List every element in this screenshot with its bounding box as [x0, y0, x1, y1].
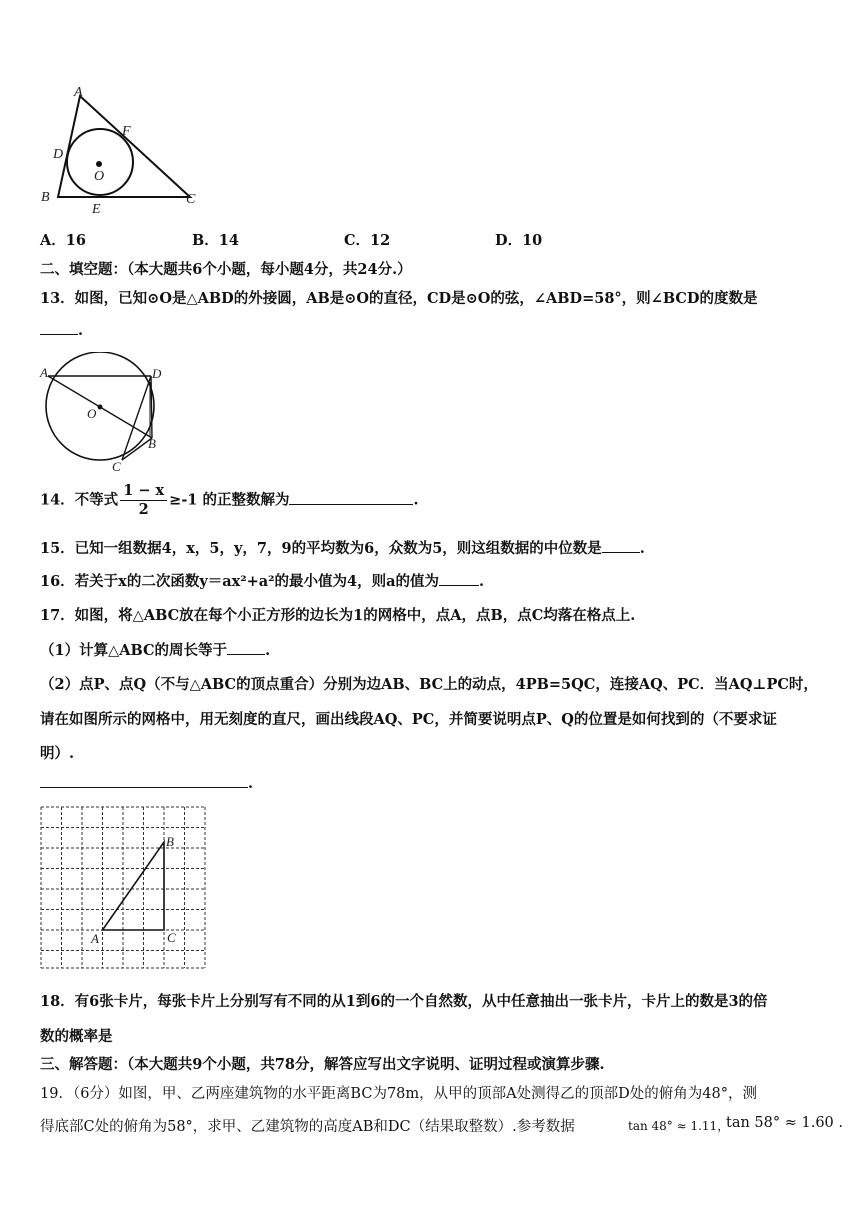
label-B: B — [166, 834, 174, 849]
label-A: A — [91, 931, 99, 946]
label-E: E — [92, 202, 101, 217]
label-O: O — [87, 406, 97, 421]
q15-text: 15．已知一组数据4，x，5，y，7，9的平均数为6，众数为5，则这组数据的中位数是 . — [40, 540, 645, 557]
q19-ref-tan48: tan 48° ≈ 1.11， — [628, 1119, 730, 1133]
q18-line1: 18．有6张卡片，每张卡片上分别写有不同的从1到6的一个自然数，从中任意抽出一张卡片，卡片上的数是3的倍 — [40, 993, 768, 1010]
label-F: F — [122, 124, 131, 139]
label-A: A — [74, 85, 83, 100]
option-c: C．12 — [344, 232, 391, 249]
label-C: C — [186, 192, 196, 207]
option-b: B．14 — [192, 232, 239, 249]
q17-part2-line2: 请在如图所示的网格中，用无刻度的直尺，画出线段AQ、PC，并简要说明点P、Q的位置是如何找到的（不要求证 — [40, 711, 777, 728]
circle-figure — [36, 352, 168, 474]
option-d: D．10 — [495, 232, 543, 249]
q19-line1: 19．（6分）如图，甲、乙两座建筑物的水平距离BC为78m，从甲的顶部A处测得乙的顶部D处的俯角为48°，测 — [40, 1086, 757, 1102]
incircle-triangle-figure — [36, 82, 206, 218]
q16-text: 16．若关于x的二次函数y＝ax²+a²的最小值为4，则a的值为 . — [40, 573, 485, 590]
label-B: B — [41, 190, 50, 205]
q17-part1: （1）计算△ABC的周长等于 . — [40, 642, 271, 659]
grid-figure — [38, 804, 210, 972]
label-B: B — [148, 436, 156, 451]
q14-text: 14．不等式 $\frac{1 - x}{2}$ ≥-1 的正整数解为 . — [40, 482, 419, 518]
label-C: C — [112, 459, 121, 474]
q17-answer-line: . — [40, 775, 253, 792]
q13-text: 13．如图，已知⊙O是△ABD的外接圆，AB是⊙O的直径，CD是⊙O的弦，∠ABD=58°，则∠BCD的度数是 — [40, 290, 758, 307]
section-3-heading: 三、解答题：（本大题共9个小题，共78分，解答应写出文字说明、证明过程或演算步骤. — [40, 1056, 605, 1073]
label-O: O — [94, 169, 105, 184]
q17-line1: 17．如图，将△ABC放在每个小正方形的边长为1的网格中，点A，点B，点C均落在格点上. — [40, 607, 636, 624]
q17-part2-line1: （2）点P、点Q（不与△ABC的顶点重合）分别为边AB、BC上的动点，4PB=5QC，连接AQ、PC．当AQ⊥PC时， — [40, 676, 818, 693]
q18-line2: 数的概率是 — [40, 1028, 113, 1045]
label-D: D — [53, 147, 64, 162]
section-2-heading: 二、填空题：（本大题共6个小题，每小题4分，共24分.） — [40, 261, 412, 278]
label-A: A — [40, 365, 48, 380]
q14-fraction: $\frac{1 - x}{2}$ — [120, 482, 167, 519]
q19-ref-tan58: tan 58° ≈ 1.60 . — [726, 1115, 843, 1131]
q13-answer-line: . — [40, 322, 83, 339]
option-a: A．16 — [40, 232, 86, 249]
q19-line2: 得底部C处的俯角为58°，求甲、乙建筑物的高度AB和DC（结果取整数）.参考数据 — [40, 1119, 575, 1135]
label-C: C — [167, 930, 176, 945]
q17-part2-line3: 明）. — [40, 745, 75, 762]
label-D: D — [152, 366, 162, 381]
